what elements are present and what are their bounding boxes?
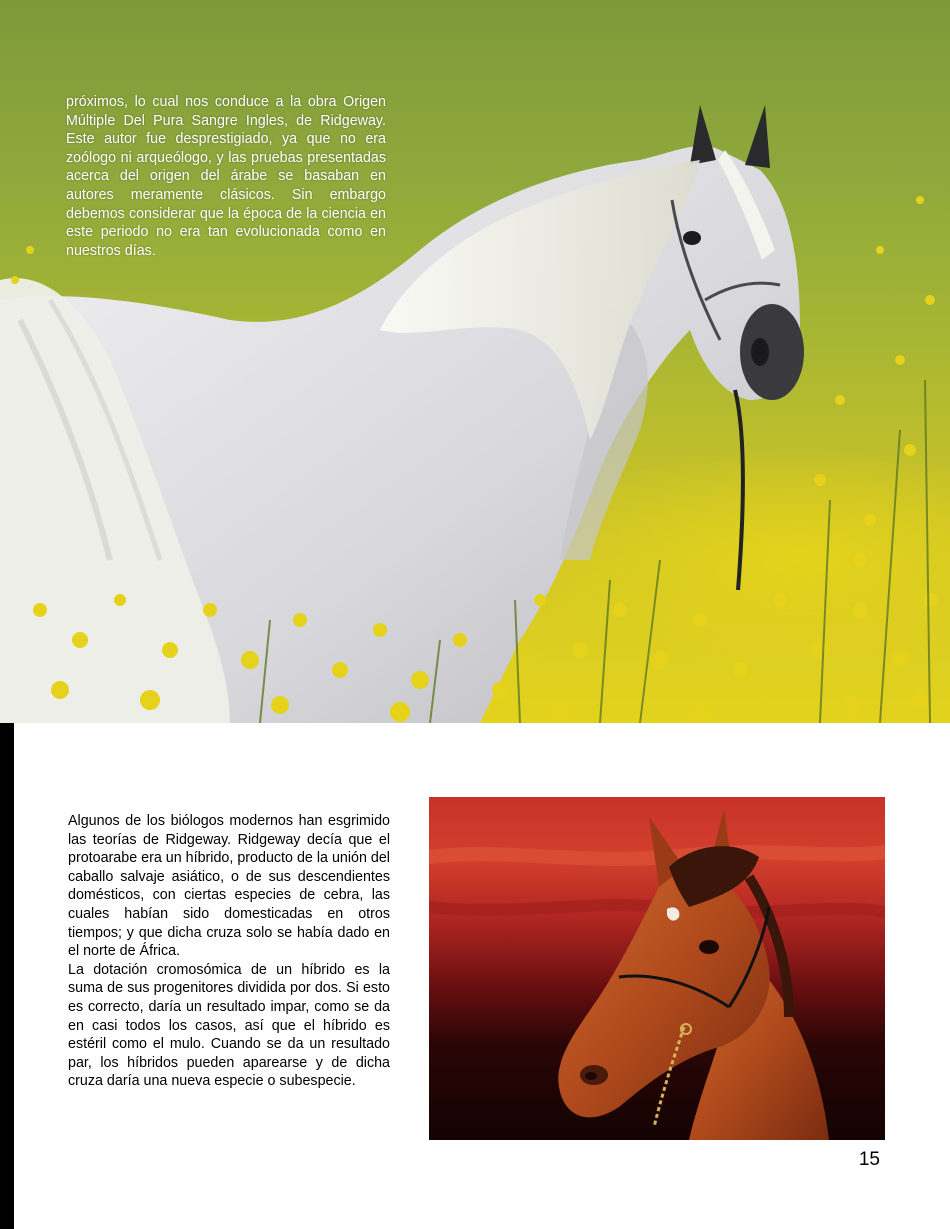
bay-horse-photo <box>429 797 885 1140</box>
body-paragraph-2: La dotación cromosómica de un híbrido es la suma de sus progenitores dividida por dos. Si esto es correcto, daría un resultado impar, como se da en casi todos los casos, así que el híbrido es estéril como el mulo. Cuando se da un resultado par, los híbridos pueden aparearse y de dicha cruza daría una nueva especie o subespecie. <box>68 961 390 1090</box>
bay-horse-illustration <box>429 797 885 1140</box>
page-number: 15 <box>858 1149 880 1170</box>
body-paragraph-1: Algunos de los biólogos modernos han esgrimido las teorías de Ridgeway. Ridgeway decía que el protoarabe era un híbrido, producto de la unión del caballo salvaje asiático, o de sus descendientes domésticos, con ciertas especies de cebra, las cuales habían sido domesticadas en otros tiempos; y que dicha cruza solo se había dado en el norte de África. <box>68 813 390 960</box>
body-text-column <box>68 812 390 1091</box>
hero-paragraph: próximos, lo cual nos conduce a la obra Origen Múltiple Del Pura Sangre Ingles, de Ridgeway. Este autor fue desprestigiado, ya que no era zoólogo ni arqueólogo, y las pruebas presentadas acerca del origen del árabe se basaban en autores meramente clásicos. Sin embargo debemos considerar que la época de la ciencia en este periodo no era tan evolucionada como en nuestros días. <box>66 94 386 259</box>
page-edge-bar <box>0 723 14 1229</box>
